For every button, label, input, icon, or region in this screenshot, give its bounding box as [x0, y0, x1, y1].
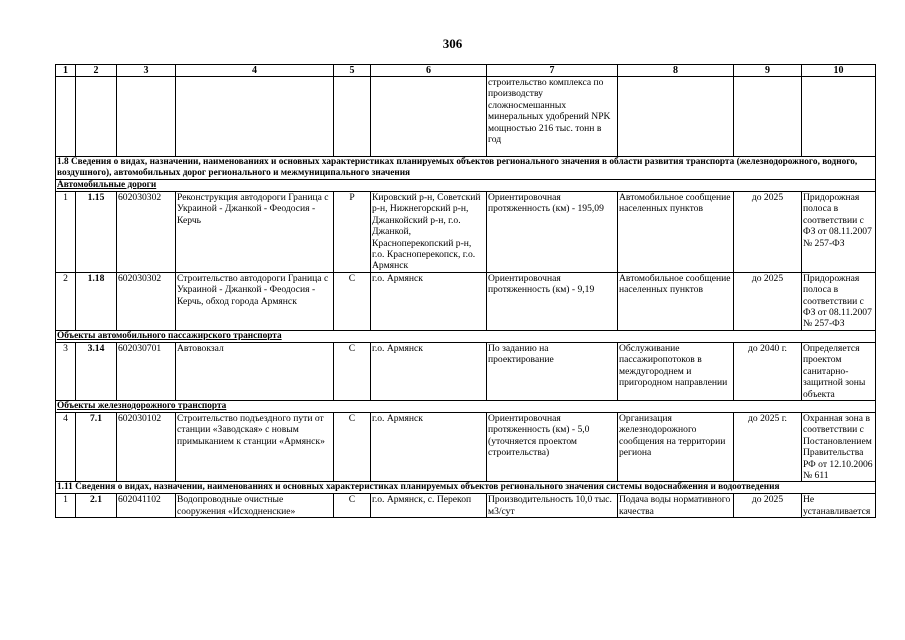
- continuation-characteristics: строительство комплекса по производству сложносмешанных минеральных удобрений NPK мощностью 216 тыс. тонн в год: [487, 77, 618, 157]
- characteristics-cell: Производительность 10,0 тыс. м3/сут: [487, 494, 618, 518]
- column-number: 7: [487, 65, 618, 77]
- zone-cell: Придорожная полоса в соответствии с ФЗ от 08.11.2007 № 257-ФЗ: [802, 192, 876, 273]
- column-number: 1: [56, 65, 76, 77]
- planned-objects-table: [55, 64, 876, 518]
- bus-heading-row: [56, 330, 876, 342]
- object-code-cell: 602030701: [117, 342, 176, 400]
- column-number: 6: [371, 65, 487, 77]
- column-number: 2: [76, 65, 117, 77]
- object-code-cell: 602030102: [117, 412, 176, 481]
- purpose-cell: Обслуживание пассажиропотоков в междугороднем и пригородном направлении: [618, 342, 734, 400]
- location-cell: г.о. Армянск: [371, 272, 487, 330]
- characteristics-cell: По заданию на проектирование: [487, 342, 618, 400]
- row-number-cell: 1: [56, 494, 76, 518]
- page-number: 306: [442, 36, 463, 51]
- roads-heading: Автомобильные дороги: [56, 180, 876, 192]
- location-cell: Кировский р-н, Советский р-н, Нижнегорский р-н, Джанкойский р-н, г.о. Джанкой, Красноперекопский р-н, г.о. Красноперекопск, г.о. Армянск: [371, 192, 487, 273]
- characteristics-cell: Ориентировочная протяженность (км) - 9,19: [487, 272, 618, 330]
- table-cell: [56, 77, 76, 157]
- section-1-8-title: 1.8 Сведения о видах, назначении, наименованиях и основных характеристиках планируемых объектов регионального значения в области развития транспорта (железнодорожного, водного, воздушного), автомобильных дорог регионального и межмуниципального значения: [56, 157, 876, 180]
- term-cell: до 2025: [734, 272, 802, 330]
- section-1-8-row: [56, 157, 876, 180]
- table-row: [56, 342, 876, 400]
- object-type-cell: С: [334, 494, 371, 518]
- row-number-cell: 3: [56, 342, 76, 400]
- object-index-cell: 2.1: [76, 494, 117, 518]
- row-number-cell: 2: [56, 272, 76, 330]
- column-number: 4: [176, 65, 334, 77]
- table-cell: [734, 77, 802, 157]
- row-number-cell: 4: [56, 412, 76, 481]
- object-code-cell: 602030302: [117, 272, 176, 330]
- object-name-cell: Строительство автодороги Граница с Украиной - Джанкой - Феодосия - Керчь, обход города Армянск: [176, 272, 334, 330]
- object-name-cell: Реконструкция автодороги Граница с Украиной - Джанкой - Феодосия - Керчь: [176, 192, 334, 273]
- object-index-cell: 7.1: [76, 412, 117, 481]
- column-numbers-row: [56, 65, 876, 77]
- characteristics-cell: Ориентировочная протяженность (км) - 5,0 (уточняется проектом строительства): [487, 412, 618, 481]
- characteristics-cell: Ориентировочная протяженность (км) - 195,09: [487, 192, 618, 273]
- table-cell: [334, 77, 371, 157]
- term-cell: до 2025 г.: [734, 412, 802, 481]
- term-cell: до 2025: [734, 192, 802, 273]
- bus-heading: Объекты автомобильного пассажирского транспорта: [56, 330, 876, 342]
- column-number: 9: [734, 65, 802, 77]
- row-number-cell: 1: [56, 192, 76, 273]
- zone-cell: Не устанавливается: [802, 494, 876, 518]
- column-number: 8: [618, 65, 734, 77]
- column-number: 5: [334, 65, 371, 77]
- purpose-cell: Автомобильное сообщение населенных пунктов: [618, 272, 734, 330]
- object-type-cell: С: [334, 412, 371, 481]
- object-code-cell: 602030302: [117, 192, 176, 273]
- location-cell: г.о. Армянск: [371, 412, 487, 481]
- table-cell: [76, 77, 117, 157]
- purpose-cell: Подача воды нормативного качества: [618, 494, 734, 518]
- table-row: [56, 412, 876, 481]
- object-name-cell: Строительство подъездного пути от станции «Заводская» с новым примыканием к станции «Армянск»: [176, 412, 334, 481]
- section-1-11-row: [56, 482, 876, 494]
- location-cell: г.о. Армянск: [371, 342, 487, 400]
- table-cell: [618, 77, 734, 157]
- table-cell: [371, 77, 487, 157]
- purpose-cell: Организация железнодорожного сообщения на территории региона: [618, 412, 734, 481]
- section-1-11-title: 1.11 Сведения о видах, назначении, наименованиях и основных характеристиках планируемых объектов регионального значения системы водоснабжения и водоотведения: [56, 482, 876, 494]
- table-row: [56, 192, 876, 273]
- table-cell: [176, 77, 334, 157]
- roads-heading-row: [56, 180, 876, 192]
- rail-heading-row: [56, 400, 876, 412]
- term-cell: до 2040 г.: [734, 342, 802, 400]
- zone-cell: Придорожная полоса в соответствии с ФЗ от 08.11.2007 № 257-ФЗ: [802, 272, 876, 330]
- zone-cell: Охранная зона в соответствии с Постановлением Правительства РФ от 12.10.2006 № 611: [802, 412, 876, 481]
- table-cell: [802, 77, 876, 157]
- rail-heading: Объекты железнодорожного транспорта: [56, 400, 876, 412]
- location-cell: г.о. Армянск, с. Перекоп: [371, 494, 487, 518]
- table-row: [56, 494, 876, 518]
- object-index-cell: 1.18: [76, 272, 117, 330]
- object-type-cell: Р: [334, 192, 371, 273]
- continuation-row: [56, 77, 876, 157]
- term-cell: до 2025: [734, 494, 802, 518]
- purpose-cell: Автомобильное сообщение населенных пунктов: [618, 192, 734, 273]
- zone-cell: Определяется проектом санитарно-защитной зоны объекта: [802, 342, 876, 400]
- object-name-cell: Водопроводные очистные сооружения «Исходненские»: [176, 494, 334, 518]
- object-type-cell: С: [334, 342, 371, 400]
- column-number: 3: [117, 65, 176, 77]
- table-cell: [117, 77, 176, 157]
- column-number: 10: [802, 65, 876, 77]
- object-index-cell: 3.14: [76, 342, 117, 400]
- object-index-cell: 1.15: [76, 192, 117, 273]
- object-name-cell: Автовокзал: [176, 342, 334, 400]
- object-code-cell: 602041102: [117, 494, 176, 518]
- table-row: [56, 272, 876, 330]
- object-type-cell: С: [334, 272, 371, 330]
